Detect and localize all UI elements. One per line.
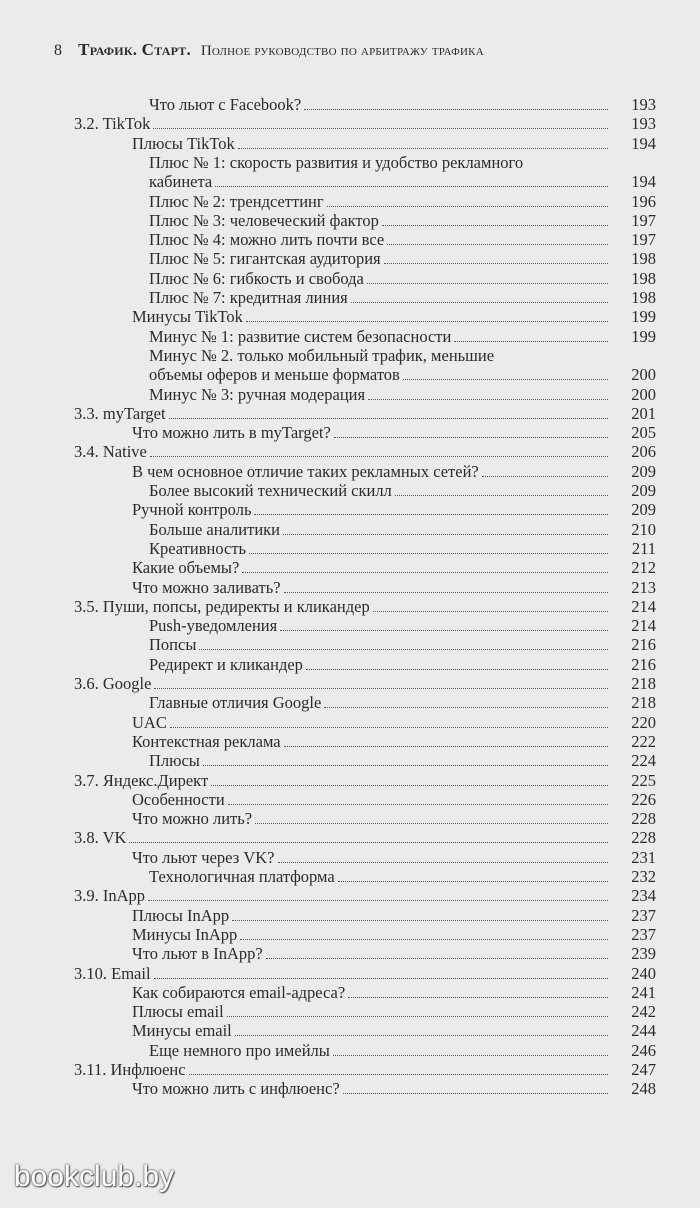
dot-leader [327, 206, 608, 207]
toc-page-number: 240 [631, 963, 656, 983]
toc-entry [0, 1041, 700, 1060]
toc-page-number: 214 [631, 596, 656, 616]
dot-leader [154, 688, 608, 689]
toc-entry [0, 771, 700, 790]
toc-entry-text: Плюсы TikTok [132, 133, 235, 153]
dot-leader [368, 399, 608, 400]
toc-entry [0, 848, 700, 867]
toc-entry-title [149, 616, 612, 635]
toc-entry-text: Плюс № 1: скорость развития и удобство рекламного [149, 152, 524, 172]
toc-entry [0, 500, 700, 519]
toc-page-number: 206 [631, 442, 656, 462]
toc-entry-text: кабинета [149, 172, 213, 192]
dot-leader [129, 842, 608, 843]
toc-entry-title [149, 230, 612, 249]
dot-leader [351, 302, 608, 303]
toc-entry [0, 1021, 700, 1040]
dot-leader [324, 707, 608, 708]
toc-entry-text: Особенности [132, 789, 225, 809]
toc-page-number: 199 [631, 326, 656, 346]
toc-entry-title [74, 442, 612, 461]
toc-entry-text: 3.2. TikTok [74, 114, 151, 134]
toc-page-number: 234 [631, 886, 656, 906]
dot-leader [334, 437, 608, 438]
toc-entry [0, 751, 700, 770]
toc-entry-text: Минус № 3: ручная модерация [149, 384, 366, 404]
toc-entry-text: Еще немного про имейлы [149, 1040, 330, 1060]
toc-entry [0, 114, 700, 133]
dot-leader [254, 514, 608, 515]
dot-leader [384, 263, 608, 264]
dot-leader [306, 669, 608, 670]
toc-entry [0, 520, 700, 539]
toc-page-number: 201 [631, 403, 656, 423]
toc-entry [0, 230, 700, 249]
toc-entry-text: Плюсы email [132, 1002, 224, 1022]
toc-entry [0, 809, 700, 828]
toc-page-number: 213 [631, 577, 656, 597]
toc-page-number: 231 [631, 847, 656, 867]
toc-entry-title [149, 693, 612, 712]
toc-entry-text: Что можно лить в myTarget? [132, 423, 331, 443]
toc-entry-title [132, 713, 612, 732]
toc-entry [0, 327, 700, 346]
toc-entry [0, 790, 700, 809]
toc-entry-text: Контекстная реклама [132, 731, 281, 751]
dot-leader [235, 1035, 608, 1036]
toc-entry-title [149, 365, 612, 384]
toc-entry-title [149, 172, 612, 191]
toc-entry-title [132, 790, 612, 809]
toc-page-number: 197 [631, 230, 656, 250]
dot-leader [228, 804, 608, 805]
toc-entry-text: Что льют в InApp? [132, 944, 263, 964]
toc-entry [0, 211, 700, 230]
toc-entry-title [149, 153, 523, 172]
toc-entry-title [149, 867, 612, 886]
toc-entry-title [132, 134, 612, 153]
toc-entry-text: Плюс № 5: гигантская аудитория [149, 249, 381, 269]
dot-leader [403, 379, 608, 380]
toc-page-number: 198 [631, 268, 656, 288]
toc-entry-text: 3.4. Native [74, 442, 147, 462]
dot-leader [367, 283, 608, 284]
toc-page-number: 193 [631, 95, 656, 114]
toc-page-number: 193 [631, 114, 656, 134]
toc-page-number: 214 [631, 616, 656, 636]
toc-page-number: 209 [631, 481, 656, 500]
dot-leader [189, 1074, 608, 1075]
toc-page-number: 200 [631, 384, 656, 404]
toc-entry-title [132, 307, 612, 326]
toc-entry [0, 674, 700, 693]
dot-leader [278, 862, 609, 863]
toc-entry [0, 442, 700, 461]
toc-entry-text: Попсы [149, 635, 197, 655]
toc-entry-text: 3.5. Пуши, попсы, редиректы и кликандер [74, 596, 370, 616]
dot-leader [203, 765, 608, 766]
dot-leader [154, 978, 608, 979]
dot-leader [246, 321, 608, 322]
toc-entry-text: Плюс № 4: можно лить почти все [149, 230, 385, 250]
toc-entry-text: В чем основное отличие таких рекламных сетей? [132, 461, 479, 481]
toc-page-number: 224 [631, 751, 656, 771]
toc-page-number: 225 [631, 770, 656, 790]
watermark: bookclub.by [14, 1160, 175, 1193]
toc-entry-title [132, 1079, 612, 1098]
toc-page-number: 241 [631, 982, 656, 1002]
toc-entry-title [74, 1060, 612, 1079]
toc-entry-text: Более высокий технический скилл [149, 481, 392, 500]
toc-entry-title [132, 732, 612, 751]
toc-entry [0, 153, 700, 172]
toc-entry-text: 3.7. Яндекс.Директ [74, 770, 209, 790]
toc-entry-title [149, 95, 612, 114]
toc-entry-title [74, 886, 612, 905]
toc-page-number: 198 [631, 249, 656, 269]
toc-entry [0, 172, 700, 191]
toc-entry [0, 983, 700, 1002]
toc-page-number: 239 [631, 944, 656, 964]
dot-leader [348, 997, 608, 998]
toc-page-number: 232 [631, 867, 656, 886]
toc-entry-title [74, 771, 612, 790]
toc-entry-text: Какие объемы? [132, 558, 240, 578]
toc-entry [0, 886, 700, 905]
dot-leader [199, 649, 608, 650]
book-subtitle: Полное руководство по арбитражу трафика [200, 43, 484, 59]
toc-entry-title [132, 1021, 612, 1040]
toc-page-number: 220 [631, 712, 656, 732]
toc-entry-text: 3.10. Email [74, 963, 151, 983]
toc-entry-title [74, 828, 612, 847]
toc-entry-title [149, 346, 494, 365]
toc-entry-title [149, 1041, 612, 1060]
toc-entry-title [132, 423, 612, 442]
toc-entry [0, 578, 700, 597]
toc-entry [0, 462, 700, 481]
toc-entry-title [149, 385, 612, 404]
toc-entry [0, 867, 700, 886]
toc-entry-title [74, 964, 612, 983]
toc-entry [0, 964, 700, 983]
toc-entry-text: Плюс № 7: кредитная линия [149, 288, 348, 307]
toc-entry-text: Push-уведомления [149, 616, 278, 636]
dot-leader [238, 148, 608, 149]
toc-entry-title [149, 751, 612, 770]
toc-entry-title [132, 1002, 612, 1021]
toc-entry-text: Минусы InApp [132, 924, 238, 944]
toc-page-number: 211 [631, 538, 656, 558]
toc-entry-text: Креативность [149, 538, 247, 558]
toc-entry-text: Что можно лить с инфлюенс? [132, 1079, 340, 1099]
toc-page-number: 212 [631, 558, 656, 578]
toc-entry-text: Редирект и кликандер [149, 654, 303, 674]
toc-entry-text: Технологичная платформа [149, 867, 335, 886]
dot-leader [240, 939, 608, 940]
toc-entry-title [149, 539, 612, 558]
toc-page-number: 205 [631, 423, 656, 443]
toc-entry-title [132, 500, 612, 519]
toc-entry [0, 828, 700, 847]
toc-entry-title [132, 809, 612, 828]
toc-page-number: 216 [631, 635, 656, 655]
toc-entry-text: Минус № 2. только мобильный трафик, меньшие [149, 345, 495, 365]
toc-page-number: 209 [631, 500, 656, 520]
toc-entry-title [149, 249, 612, 268]
toc-entry [0, 906, 700, 925]
toc-page-number: 246 [631, 1040, 656, 1060]
toc-entry-text: объемы оферов и меньше форматов [149, 365, 400, 385]
toc-entry [0, 269, 700, 288]
toc-entry [0, 539, 700, 558]
dot-leader [255, 823, 608, 824]
toc-page-number: 222 [631, 731, 656, 751]
dot-leader [284, 592, 608, 593]
dot-leader [333, 1055, 608, 1056]
toc-entry-text: Плюс № 3: человеческий фактор [149, 210, 379, 230]
toc-entry-title [132, 925, 612, 944]
toc-entry-text: Плюсы [149, 751, 200, 771]
toc-entry-text: Ручной контроль [132, 500, 252, 520]
dot-leader [283, 534, 608, 535]
toc-entry-title [132, 848, 612, 867]
toc-entry [0, 95, 700, 114]
toc-entry-text: Минусы email [132, 1021, 232, 1041]
dot-leader [215, 186, 608, 187]
toc-entry-text: Что можно заливать? [132, 577, 281, 597]
toc-entry-text: Плюс № 6: гибкость и свобода [149, 268, 364, 288]
dot-leader [280, 630, 608, 631]
toc-entry-title [132, 558, 612, 577]
toc-page-number: 248 [631, 1079, 656, 1099]
toc-page-number: 198 [631, 288, 656, 307]
toc-entry-text: Минусы TikTok [132, 307, 243, 327]
toc-entry [0, 925, 700, 944]
toc-entry-title [149, 635, 612, 654]
toc-entry [0, 134, 700, 153]
toc-page-number: 199 [631, 307, 656, 327]
toc-entry-text: Плюс № 2: трендсеттинг [149, 191, 324, 211]
toc-entry-text: Что можно лить? [132, 809, 253, 829]
toc-entry-text: Минус № 1: развитие систем безопасности [149, 326, 452, 346]
toc-entry-title [149, 520, 612, 539]
toc-entry [0, 616, 700, 635]
toc-entry-text: 3.9. InApp [74, 886, 146, 906]
toc-entry [0, 249, 700, 268]
toc-entry [0, 635, 700, 654]
toc-entry [0, 732, 700, 751]
dot-leader [242, 572, 608, 573]
toc-entry-text: 3.8. VK [74, 828, 127, 848]
dot-leader [482, 476, 608, 477]
toc-entry-title [149, 327, 612, 346]
toc-entry-title [74, 674, 612, 693]
dot-leader [211, 785, 608, 786]
toc-page-number: 218 [631, 674, 656, 693]
dot-leader [284, 746, 608, 747]
dot-leader [304, 109, 608, 110]
toc-entry [0, 385, 700, 404]
toc-entry [0, 192, 700, 211]
dot-leader [266, 958, 608, 959]
toc-entry-text: Больше аналитики [149, 519, 280, 539]
dot-leader [148, 900, 608, 901]
toc-entry [0, 481, 700, 500]
toc-entry-title [149, 192, 612, 211]
toc-entry-title [132, 944, 612, 963]
toc-entry [0, 365, 700, 384]
toc-entry-text: 3.6. Google [74, 674, 152, 693]
dot-leader [170, 727, 608, 728]
toc-entry [0, 693, 700, 712]
toc-entry [0, 713, 700, 732]
dot-leader [338, 881, 608, 882]
dot-leader [169, 418, 608, 419]
toc-entry-title [149, 269, 612, 288]
toc-entry [0, 1002, 700, 1021]
toc-entry-text: UAC [132, 712, 167, 732]
toc-page-number: 210 [631, 519, 656, 539]
toc-entry-title [132, 983, 612, 1002]
toc-page-number: 194 [631, 133, 656, 153]
toc-entry-title [149, 481, 612, 500]
dot-leader [153, 128, 608, 129]
toc-entry-title [132, 462, 612, 481]
toc-entry [0, 655, 700, 674]
toc-page-number: 247 [631, 1060, 656, 1079]
toc-entry [0, 597, 700, 616]
toc-page-number: 226 [631, 789, 656, 809]
dot-leader [232, 920, 608, 921]
dot-leader [249, 553, 608, 554]
toc-entry [0, 423, 700, 442]
toc-page-number: 237 [631, 924, 656, 944]
toc-page-number: 228 [631, 809, 656, 829]
toc-page-number: 194 [631, 172, 656, 192]
toc-entry [0, 1060, 700, 1079]
toc-entry [0, 346, 700, 365]
toc-entry-title [74, 597, 612, 616]
dot-leader [454, 341, 608, 342]
toc-page-number: 244 [631, 1021, 656, 1041]
toc-page-number: 242 [631, 1002, 656, 1022]
toc-page-number: 218 [631, 693, 656, 713]
toc-entry [0, 944, 700, 963]
toc-entry-title [132, 906, 612, 925]
toc-entry-title [132, 578, 612, 597]
toc-entry-text: 3.3. myTarget [74, 403, 166, 423]
dot-leader [150, 456, 608, 457]
toc-page-number: 197 [631, 210, 656, 230]
toc-entry-text: Как собираются email-адреса? [132, 982, 346, 1002]
toc-entry [0, 558, 700, 577]
running-header [54, 40, 484, 60]
toc-entry-title [74, 114, 612, 133]
book-title: Трафик. Старт. [78, 40, 191, 59]
toc-entry-title [149, 211, 612, 230]
toc-entry [0, 288, 700, 307]
toc-page-number: 200 [631, 365, 656, 385]
dot-leader [387, 244, 608, 245]
page-number: 8 [54, 42, 63, 59]
toc-page-number: 216 [631, 654, 656, 674]
toc-entry-text: Что льют с Facebook? [149, 95, 302, 114]
toc-entry-title [149, 288, 612, 307]
toc-entry-title [149, 655, 612, 674]
dot-leader [382, 225, 608, 226]
toc-entry-text: Что льют через VK? [132, 847, 275, 867]
toc-entry [0, 404, 700, 423]
dot-leader [395, 495, 608, 496]
toc-page-number: 237 [631, 905, 656, 925]
toc-entry-text: Главные отличия Google [149, 693, 322, 713]
dot-leader [343, 1093, 608, 1094]
toc-page-number: 228 [631, 828, 656, 848]
dot-leader [227, 1016, 608, 1017]
toc-entry [0, 307, 700, 326]
toc-page-number: 196 [631, 191, 656, 211]
toc-entry [0, 1079, 700, 1098]
toc-entry-text: 3.11. Инфлюенс [74, 1060, 186, 1079]
toc-page-number: 209 [631, 461, 656, 481]
toc-entry-text: Плюсы InApp [132, 905, 230, 925]
toc-entry-title [74, 404, 612, 423]
dot-leader [373, 611, 608, 612]
